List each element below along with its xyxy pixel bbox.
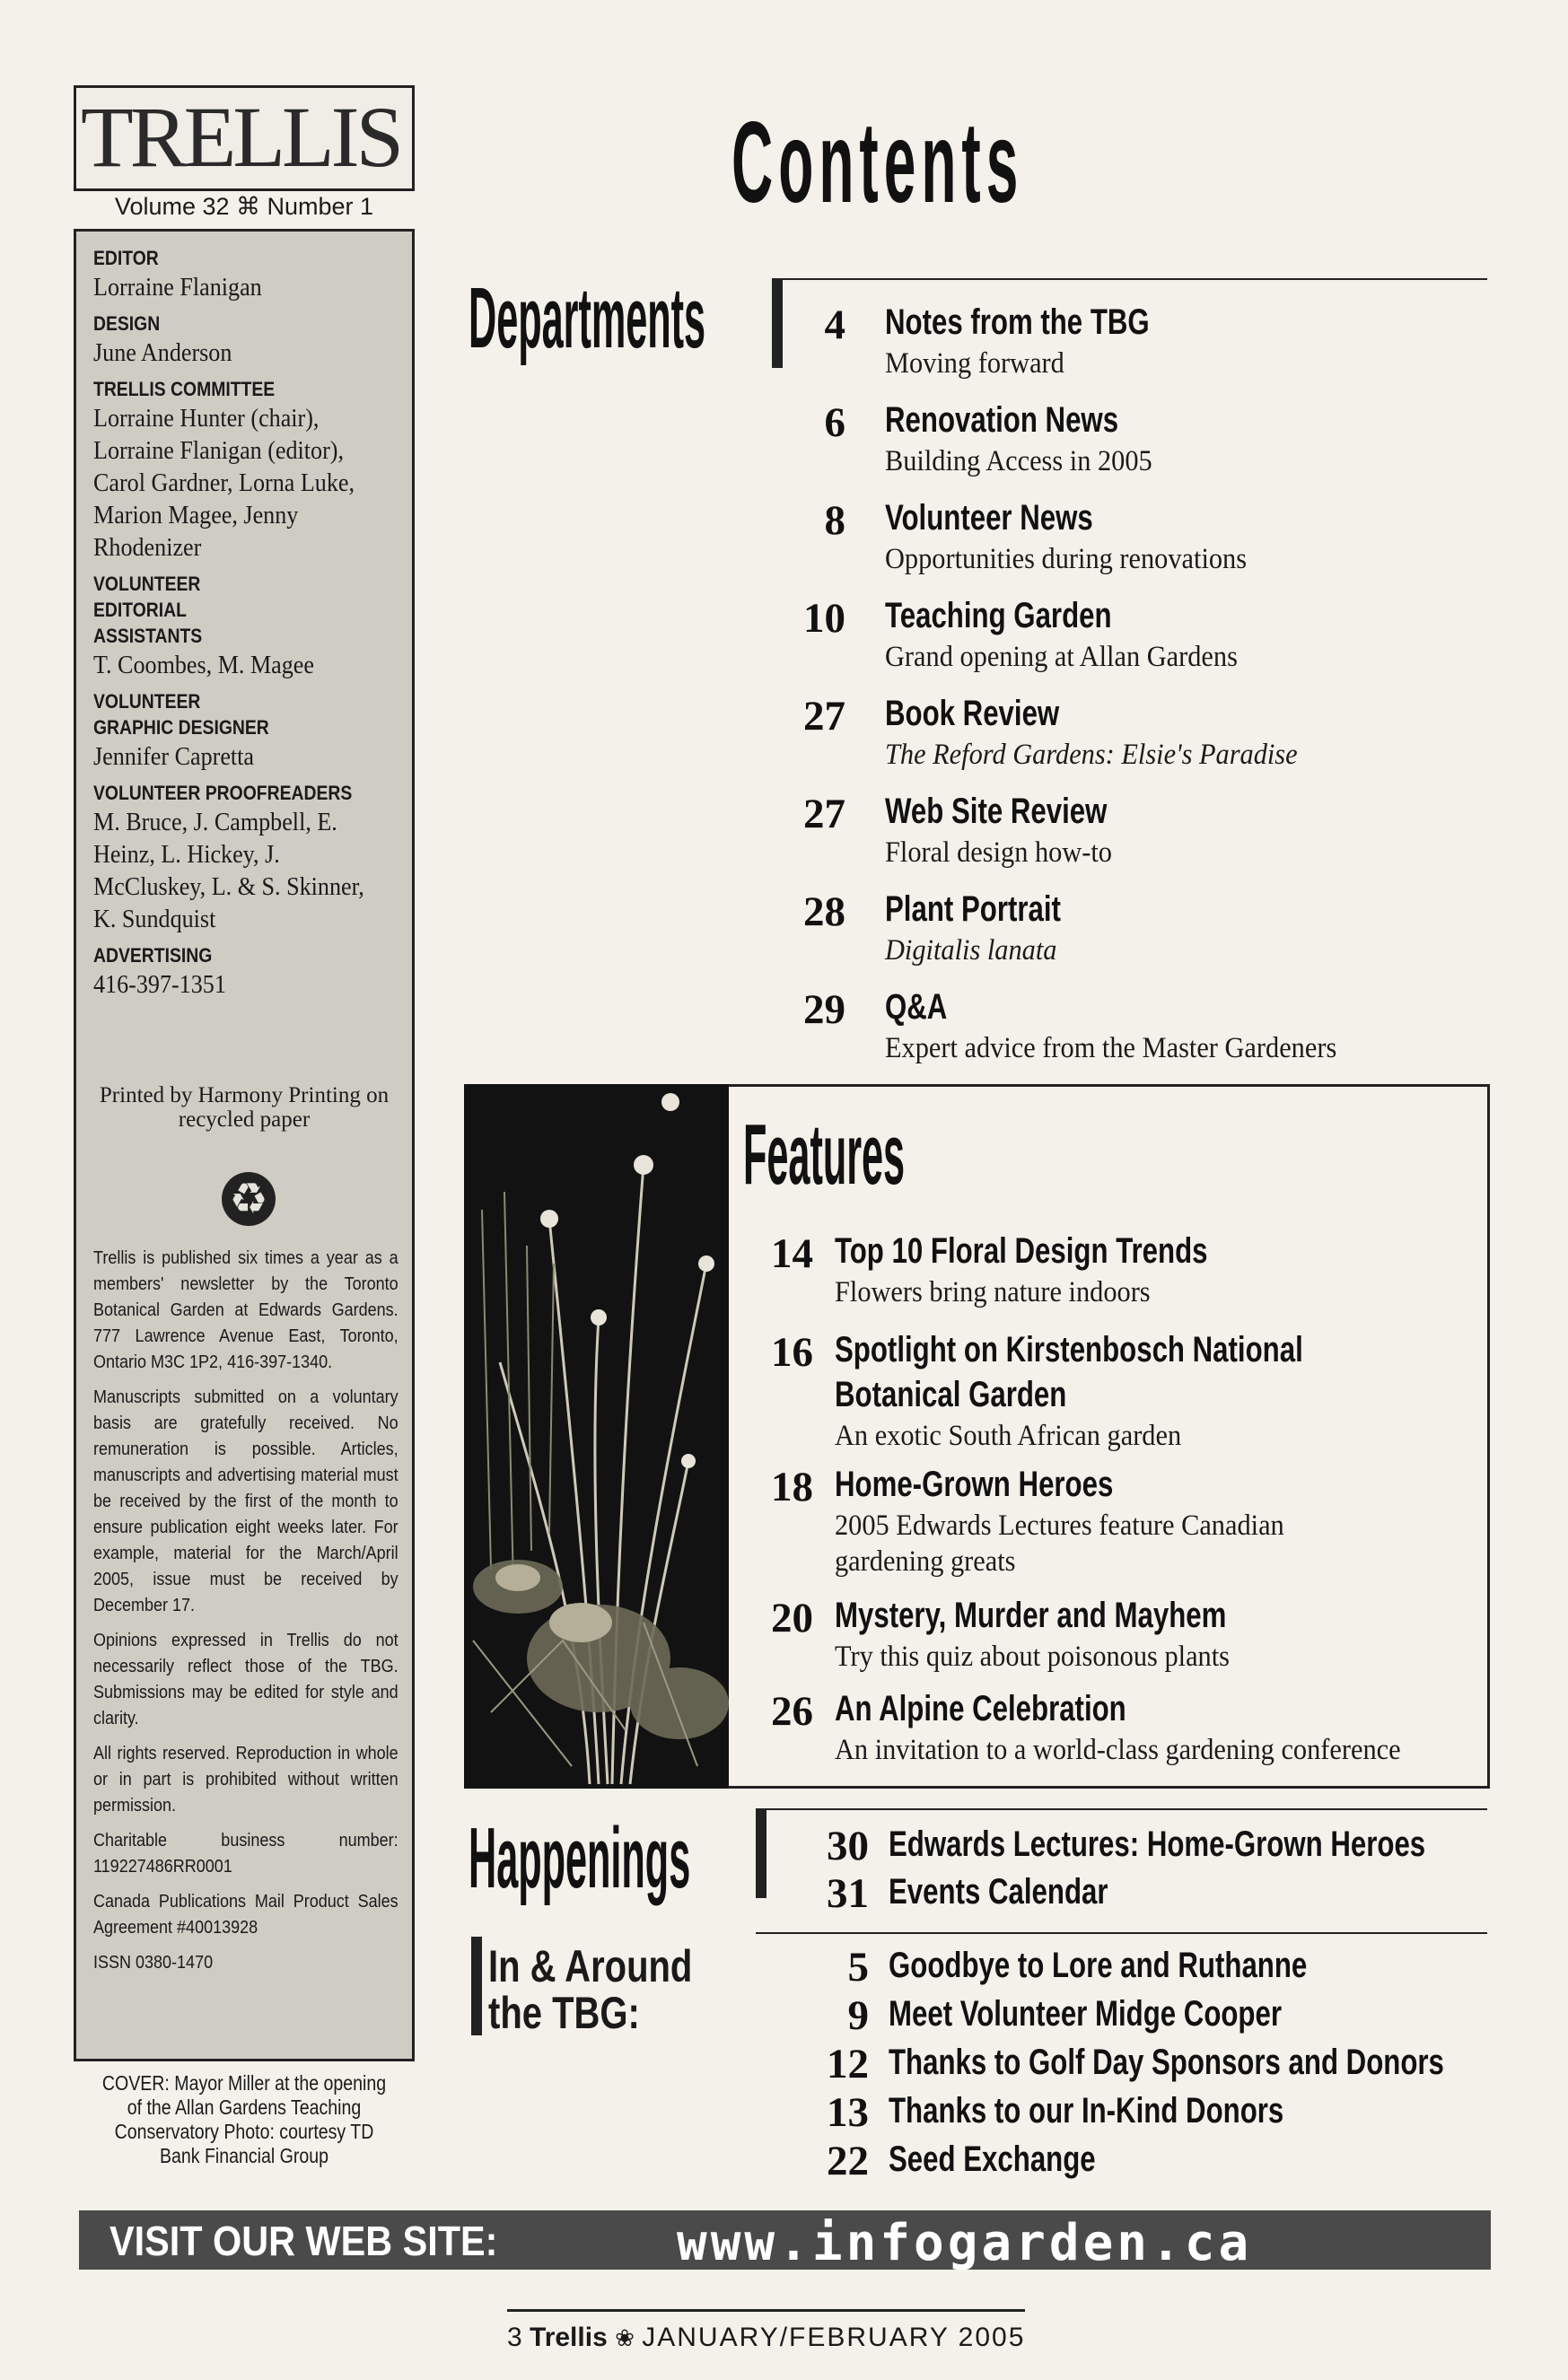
staff-list (93, 245, 416, 1008)
department-page: 8 (824, 497, 845, 544)
note-charitable: Charitable business number: 119227486RR0001 (93, 1831, 399, 1877)
department-subtitle: Digitalis lanata (885, 934, 1057, 967)
feature-subtitle-line2: gardening greats (835, 1545, 1016, 1578)
feature-subtitle: Flowers bring nature indoors (835, 1276, 1151, 1308)
department-page: 28 (803, 888, 845, 935)
feature-title: Mystery, Murder and Mayhem (835, 1596, 1227, 1635)
staff-proofreaders: VOLUNTEER PROOFREADERS M. Bruce, J. Campbell, E. Heinz, L. Hickey, J. McCluskey, L. & S. Skinner, K. Sundquist (93, 782, 364, 933)
staff-design: DESIGN June Anderson (93, 312, 232, 367)
feature-subtitle: Try this quiz about poisonous plants (835, 1641, 1230, 1673)
staff-committee: TRELLIS COMMITTEE Lorraine Hunter (chair), Lorraine Flanigan (editor), Carol Gardner, Lorna Luke, Marion Magee, Jenny Rhodenizer (93, 378, 355, 562)
recycle-icon: ♻ (222, 1172, 276, 1226)
happenings-list (756, 1822, 1492, 1921)
in-around-title: Thanks to our In-Kind Donors (889, 2091, 1284, 2131)
happening-page: 31 (827, 1870, 869, 1917)
happenings-heading: Happenings (469, 1810, 691, 1906)
feature-page: 20 (771, 1595, 813, 1641)
department-title: Plant Portrait (885, 889, 1061, 929)
department-page: 27 (803, 693, 845, 739)
department-page: 27 (803, 791, 845, 837)
departments-list (772, 301, 1490, 1072)
in-around-page: 22 (827, 2138, 869, 2184)
departments-rule (772, 278, 1487, 280)
in-around-page: 9 (847, 1992, 869, 2039)
department-title: Volunteer News (885, 498, 1093, 538)
cover-photo-floral-arrangement (464, 1084, 729, 1789)
in-around-page: 12 (827, 2041, 869, 2087)
printer-credit: Printed by Harmony Printing on recycled paper (99, 1083, 390, 1132)
note-issn: ISSN 0380-1470 (93, 1953, 214, 1973)
footer-page-number: 3 (507, 2323, 522, 2352)
happening-page: 30 (827, 1823, 869, 1869)
departments-heading: Departments (469, 270, 706, 366)
department-page: 4 (824, 302, 845, 348)
feature-title-line2: Botanical Garden (835, 1375, 1067, 1414)
feature-subtitle: 2005 Edwards Lectures feature Canadian (835, 1509, 1284, 1542)
feature-page: 14 (771, 1230, 813, 1277)
department-page: 6 (824, 399, 845, 446)
footer-magazine-name: Trellis (530, 2323, 608, 2352)
features-heading: Features (743, 1107, 906, 1203)
department-subtitle: The Reford Gardens: Elsie's Paradise (885, 739, 1298, 771)
department-title: Q&A (885, 987, 948, 1027)
website-label: VISIT OUR WEB SITE: (109, 2218, 498, 2264)
in-around-title: Meet Volunteer Midge Cooper (889, 1994, 1282, 2034)
staff-editor: EDITOR Lorraine Flanigan (93, 247, 262, 302)
in-around-rule (756, 1932, 1487, 1934)
note-manuscripts: Manuscripts submitted on a voluntary basis are gratefully received. No remuneration is possible. Articles, manuscripts and advertising material must be received by the first of the month to ensure publication eight weeks later. For example, material for the March/April 2005, issue must be received by December 17. (93, 1387, 399, 1615)
happenings-rule (756, 1808, 1487, 1810)
feature-subtitle: An exotic South African garden (835, 1420, 1182, 1452)
department-page: 29 (803, 986, 845, 1033)
footer-rule (507, 2309, 1025, 2312)
department-title: Web Site Review (885, 792, 1108, 831)
department-title: Book Review (885, 694, 1060, 733)
note-opinions: Opinions expressed in Trellis do not necessarily reflect those of the TBG. Submissions may be edited for style and clarity. (93, 1631, 399, 1728)
department-subtitle: Expert advice from the Master Gardeners (885, 1032, 1337, 1064)
in-around-list (756, 1943, 1492, 2203)
volume-number: Volume 32 ⌘ Number 1 (114, 193, 374, 220)
footer-logo-icon: ❀ (615, 2324, 635, 2351)
department-title: Renovation News (885, 400, 1119, 440)
contents-heading: Contents (731, 99, 1024, 227)
department-subtitle: Grand opening at Allan Gardens (885, 641, 1238, 673)
department-page: 10 (803, 595, 845, 642)
trellis-logo: TRELLIS (81, 89, 400, 185)
note-rights: All rights reserved. Reproduction in whole or in part is prohibited without written permission. (93, 1744, 399, 1816)
in-around-title: Thanks to Golf Day Sponsors and Donors (889, 2043, 1444, 2082)
publication-notes (93, 1246, 399, 1985)
department-title: Teaching Garden (885, 596, 1112, 635)
in-around-title: Goodbye to Lore and Ruthanne (889, 1946, 1308, 1985)
in-around-heading: In & Around the TBG: (488, 1941, 693, 2038)
feature-subtitle: An invitation to a world-class gardening conference (835, 1734, 1401, 1766)
in-around-page: 5 (847, 1944, 869, 1991)
department-subtitle: Building Access in 2005 (885, 445, 1152, 477)
footer-issue-date: JANUARY/FEBRUARY 2005 (642, 2323, 1026, 2352)
note-mail-agreement: Canada Publications Mail Product Sales Agreement #40013928 (93, 1892, 399, 1938)
staff-editorial-assistants: VOLUNTEER EDITORIAL ASSISTANTS T. Coombes, M. Magee (93, 573, 314, 679)
feature-title: Home-Grown Heroes (835, 1465, 1114, 1504)
staff-advertising: ADVERTISING 416-397-1351 (93, 944, 226, 999)
feature-page: 18 (771, 1464, 813, 1510)
happening-title: Events Calendar (889, 1872, 1108, 1912)
note-published: Trellis is published six times a year as a members' newsletter by the Toronto Botanical Garden at Edwards Gardens. 777 Lawrence Avenue East, Toronto, Ontario M3C 1P2, 416-397-1340. (93, 1248, 399, 1372)
feature-title: An Alpine Celebration (835, 1689, 1126, 1728)
department-title: Notes from the TBG (885, 302, 1150, 342)
website-link[interactable]: www.infogarden.ca (677, 2214, 1253, 2272)
in-around-page: 13 (827, 2089, 869, 2136)
department-subtitle: Opportunities during renovations (885, 543, 1248, 575)
happening-title: Edwards Lectures: Home-Grown Heroes (889, 1824, 1426, 1864)
staff-graphic-designer: VOLUNTEER GRAPHIC DESIGNER Jennifer Capretta (93, 690, 269, 771)
page-footer (507, 2323, 1025, 2353)
in-around-bar (471, 1937, 482, 2035)
feature-title: Top 10 Floral Design Trends (835, 1231, 1208, 1271)
features-list (745, 1229, 1490, 1768)
feature-page: 16 (771, 1329, 813, 1376)
in-around-title: Seed Exchange (889, 2139, 1096, 2179)
feature-page: 26 (771, 1688, 813, 1735)
cover-caption: COVER: Mayor Miller at the opening of the Allan Gardens Teaching Conservatory Photo: courtesy TD Bank Financial Group (101, 2071, 387, 2167)
department-subtitle: Floral design how-to (885, 836, 1112, 869)
feature-title: Spotlight on Kirstenbosch National (835, 1330, 1303, 1369)
department-subtitle: Moving forward (885, 347, 1064, 380)
